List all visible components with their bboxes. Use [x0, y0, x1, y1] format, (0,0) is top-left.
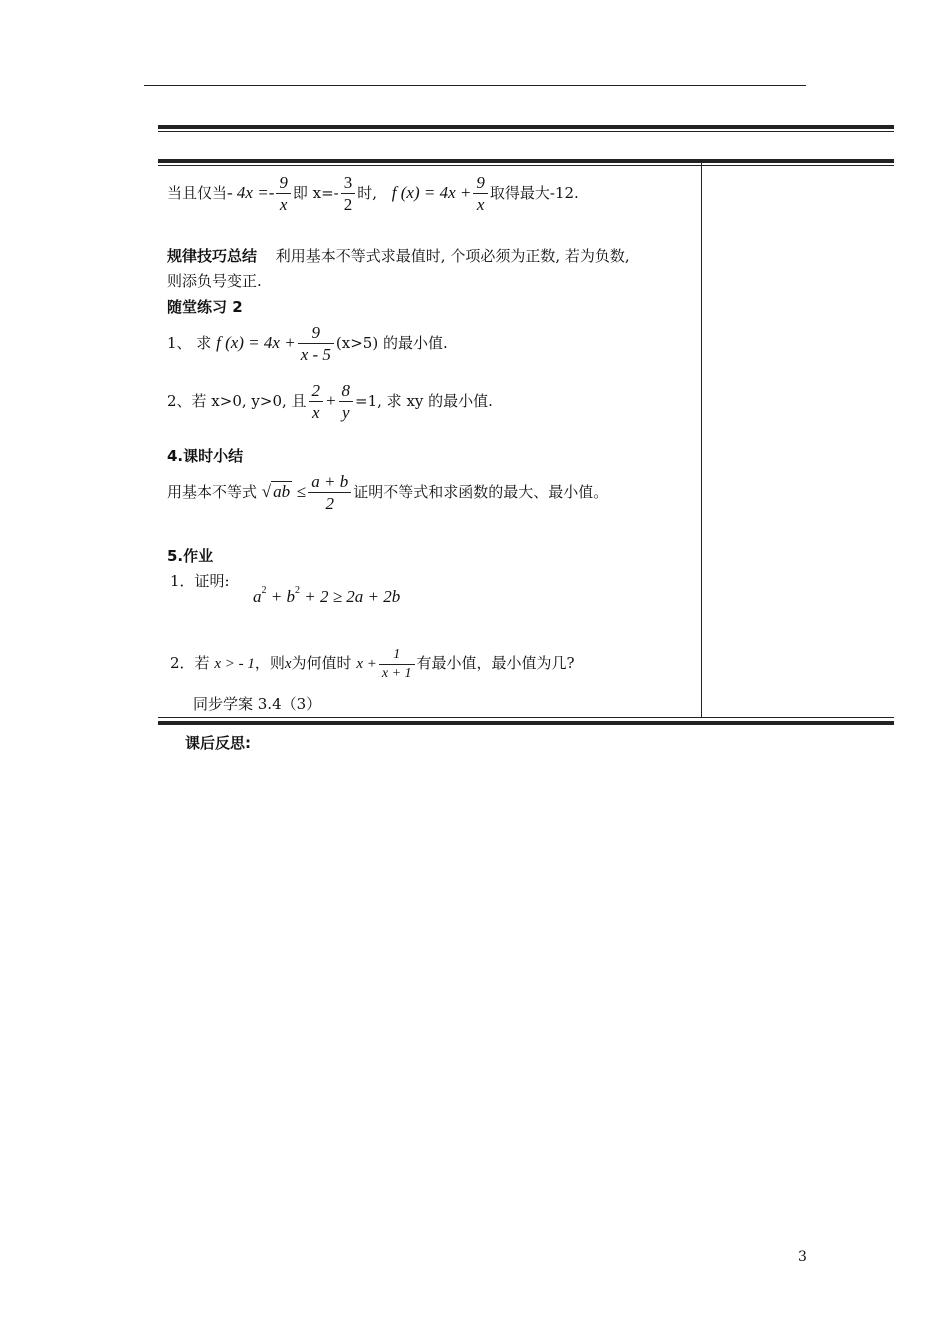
item2-prefix: 2．若: [170, 654, 210, 672]
q2-fraction-8-over-y: $\frac{8}{y}$: [339, 380, 354, 424]
table-bottom-rule-thick: [158, 721, 894, 725]
equality-condition-line: [167, 172, 579, 216]
tip-line-2: 则添负号变正.: [167, 272, 262, 290]
column-divider: [701, 159, 702, 718]
q2-prefix: 2、若 x>0, y>0, 且: [167, 391, 307, 410]
q1-suffix: (x>5) 的最小值.: [335, 333, 448, 352]
practice-question-1: [167, 322, 448, 366]
q1-fraction: $\frac{9}{x - 5}$: [298, 322, 334, 366]
homework-item-1-label: 1．证明:: [170, 572, 230, 590]
leq-symbol: ≤: [296, 481, 307, 501]
item2-x: x: [284, 656, 292, 672]
homework-reference: 同步学案 3.4（3）: [193, 695, 322, 713]
fraction-3-over-2: $\frac{3}{2}$: [341, 172, 356, 216]
ji-text: 即 x=-: [292, 183, 339, 202]
fraction-9-over-x-2: $\frac{9}{x}$: [473, 172, 488, 216]
row-top-rule-thin: [158, 165, 894, 166]
homework-item-2: [170, 646, 575, 682]
homework-heading: 5.作业: [167, 547, 214, 565]
item2-suffix: 有最小值，最小值为几?: [416, 654, 575, 672]
summary-suffix: 证明不等式和求函数的最大、最小值。: [353, 482, 609, 501]
shi-text: 时,: [357, 183, 378, 202]
q2-plus: +: [325, 390, 337, 410]
summary-fraction: $\frac{a + b}{2}$: [308, 471, 351, 515]
q2-fraction-2-over-x: $\frac{2}{x}$: [309, 380, 324, 424]
q1-prefix: 1、 求: [167, 333, 212, 352]
summary-heading: 4.课时小结: [167, 447, 244, 465]
cond-prefix: 当且仅当: [167, 183, 228, 202]
item2-expr: x +: [356, 656, 377, 672]
table-top-rule-thick: [158, 125, 894, 129]
q1-expr: f (x) = 4x +: [216, 332, 296, 352]
row-top-rule-thick: [158, 159, 894, 163]
practice-heading: 随堂练习 2: [167, 298, 243, 316]
item2-mid2: 为何值时: [291, 654, 352, 672]
result-text: 取得最大-12.: [489, 183, 579, 202]
homework-item-1-expr: $a^2 + b^2 + 2 \ge 2a + 2b$: [253, 585, 401, 606]
f-lhs: f (x) = 4x +: [391, 182, 472, 202]
summary-prefix: 用基本不等式: [167, 482, 258, 501]
item2-fraction: $\frac{1}{x + 1}$: [379, 646, 415, 682]
item2-cond: x > - 1: [214, 656, 255, 672]
practice-question-2: [167, 380, 493, 424]
summary-line: [167, 471, 608, 515]
reflection-label: 课后反思:: [185, 734, 251, 752]
header-rule: [144, 85, 806, 86]
table-top-rule-thin: [158, 131, 894, 132]
table-bottom-rule-thin: [158, 717, 894, 718]
sqrt-ab: √ ab: [261, 481, 291, 501]
fraction-9-over-x: $\frac{9}{x}$: [276, 172, 291, 216]
tip-text-1: 利用基本不等式求最值时, 个项必须为正数, 若为负数,: [275, 247, 630, 265]
cond-lhs: - 4x =-: [227, 182, 275, 202]
tip-line-1: [167, 247, 630, 265]
item2-mid1: ，则: [254, 654, 285, 672]
q2-suffix: =1, 求 xy 的最小值.: [355, 391, 493, 410]
tip-heading: 规律技巧总结: [167, 247, 258, 265]
page-number: 3: [798, 1249, 807, 1265]
